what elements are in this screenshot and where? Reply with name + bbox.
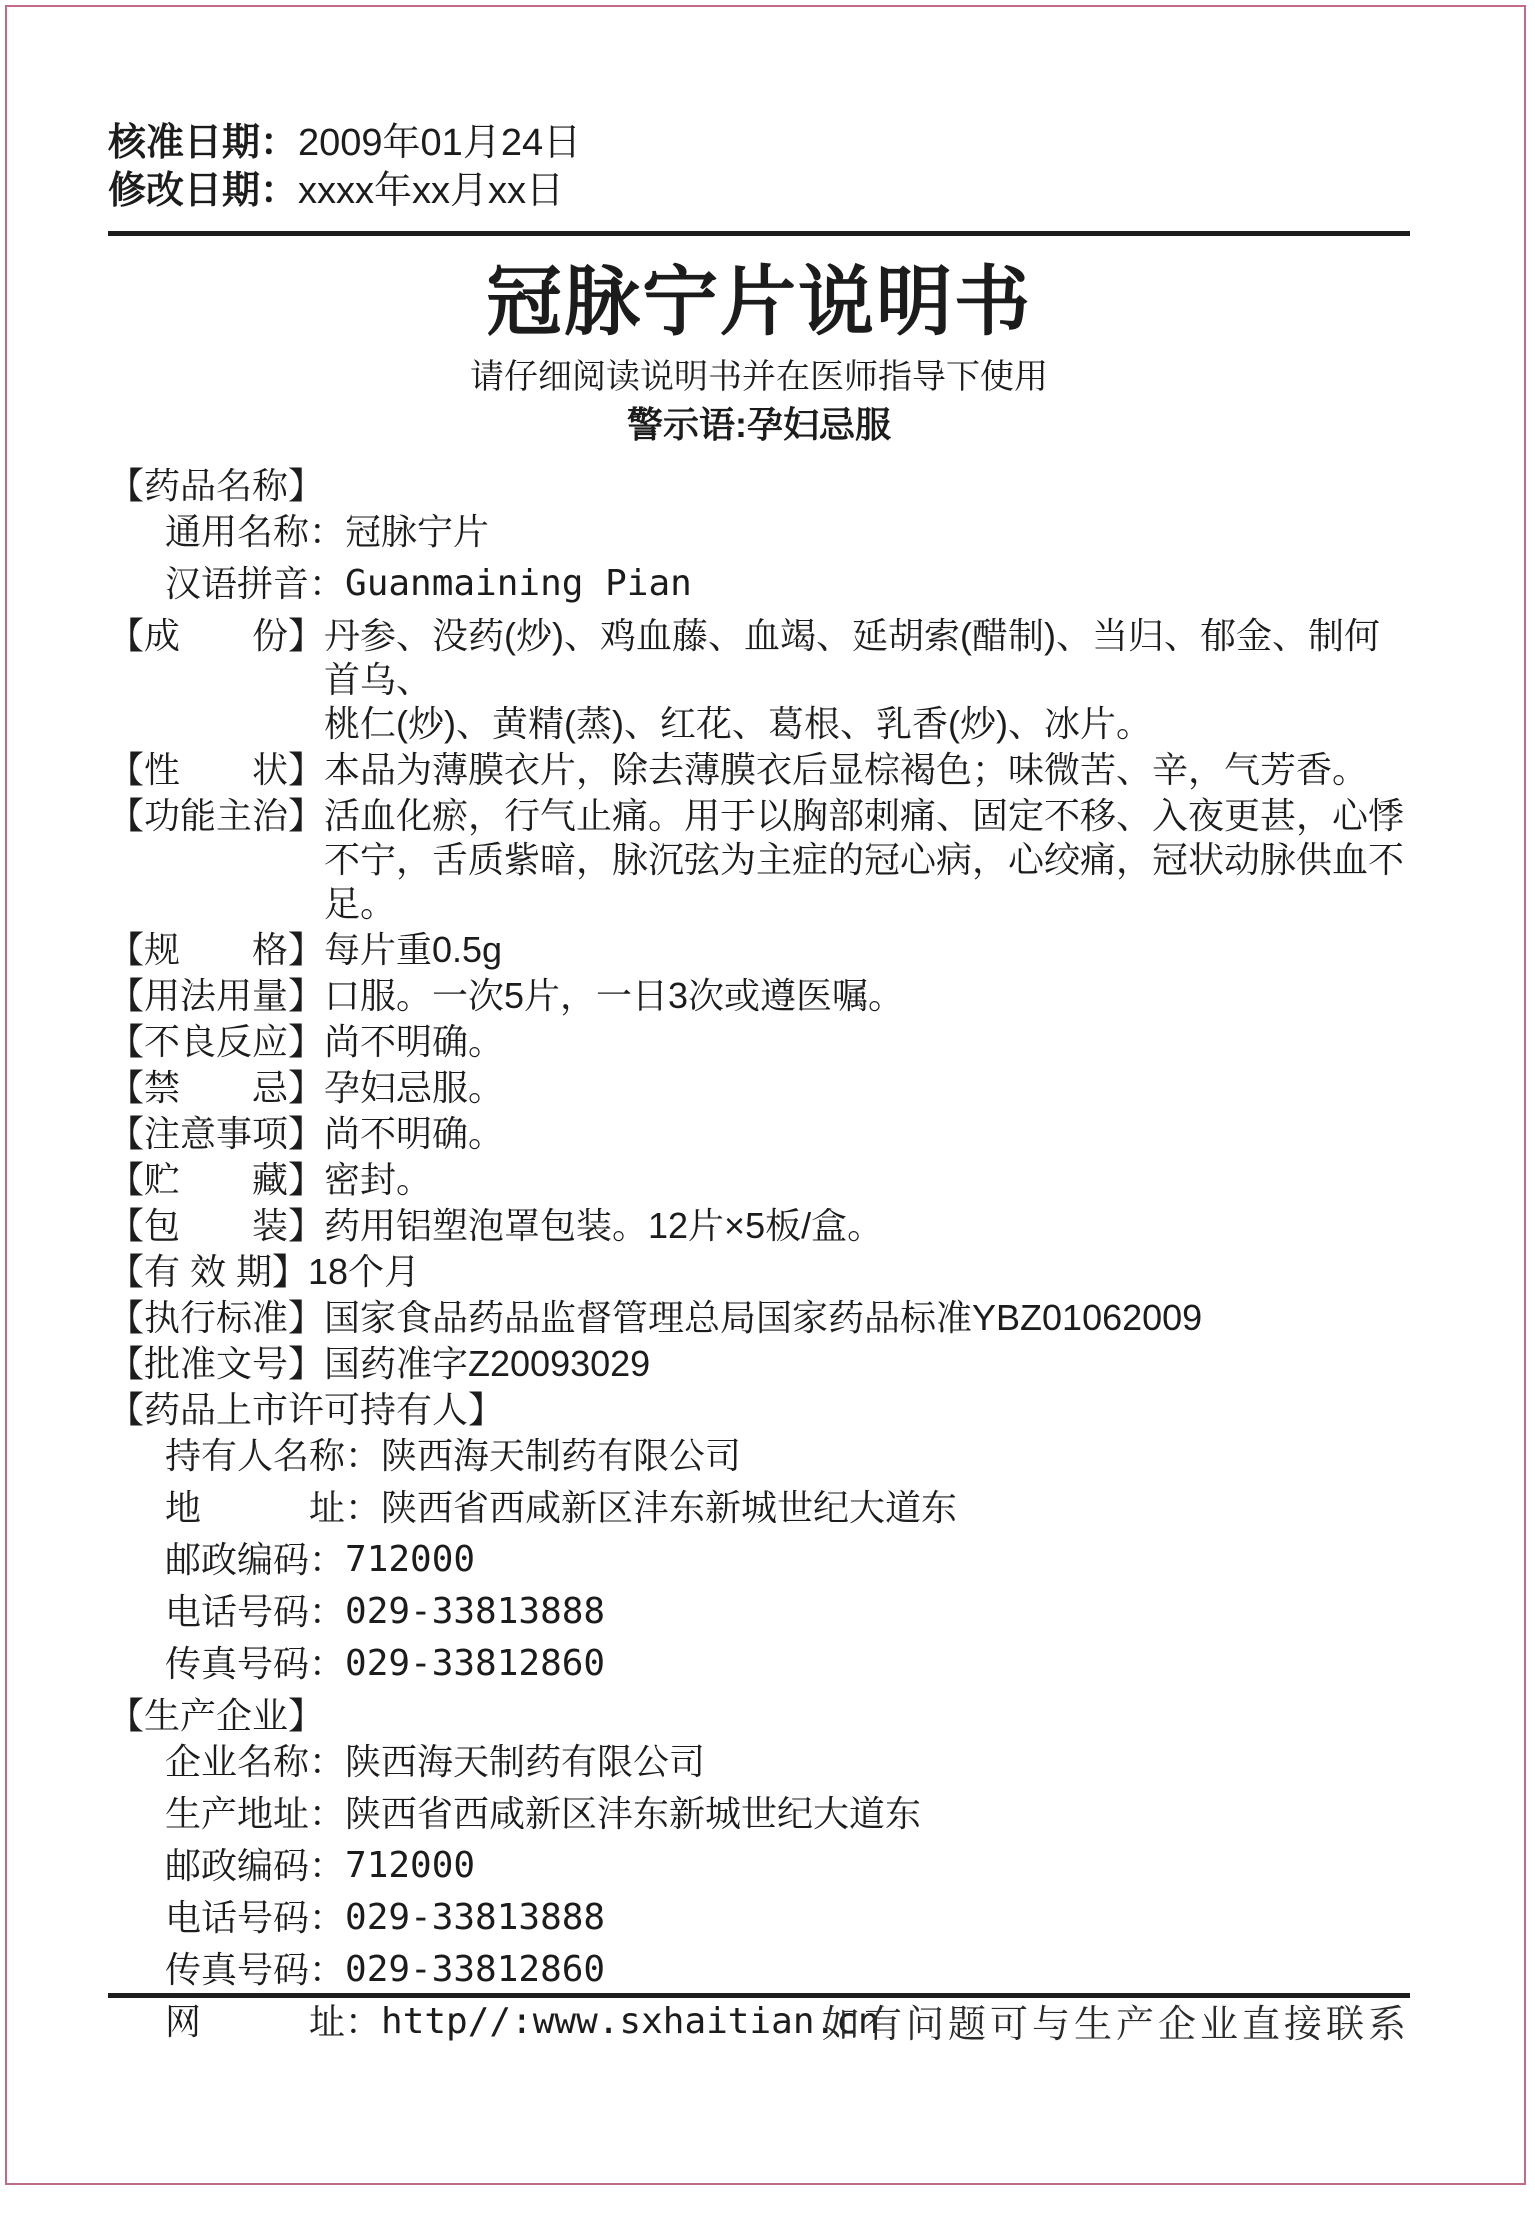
revision-date-value: xxxx年xx月xx日 [298, 170, 565, 212]
leaflet-row [165, 1740, 1410, 1784]
leaflet-row [165, 1948, 1410, 1992]
field-value-line: 国药准字Z20093029 [324, 1343, 651, 1384]
field-value [345, 1844, 1410, 1888]
leaflet-row [165, 1792, 1410, 1836]
field-value [324, 928, 1410, 972]
leaflet-row [108, 794, 1410, 926]
field-label: 传真号码： [165, 1643, 346, 1684]
field-value-line: 丹参、没药(炒)、鸡血藤、血竭、延胡索(醋制)、当归、郁金、制何首乌、 [324, 615, 1380, 700]
field-value [345, 1590, 1410, 1634]
leaflet-row [108, 1250, 1410, 1294]
field-label: 【不良反应】 [108, 1021, 325, 1062]
read-carefully-subtitle: 请仔细阅读说明书并在医师指导下使用 [470, 358, 1048, 396]
footer-note: 如有问题可与生产企业直接联系 [821, 2004, 1410, 2046]
leaflet-row [108, 748, 1410, 792]
leaflet-row [165, 1642, 1410, 1686]
field-value-line: 陕西海天制药有限公司 [345, 1741, 706, 1782]
field-value [324, 974, 1410, 1018]
approval-date-value: 2009年01月24日 [298, 122, 582, 164]
warning-statement: 警示语:孕妇忌服 [627, 404, 891, 445]
field-label: 网 址： [165, 2001, 382, 2042]
field-value-line: 药用铝塑泡罩包装。12片×5板/盒。 [324, 1205, 884, 1246]
field-label: 【用法用量】 [108, 975, 325, 1016]
field-value-line: Guanmaining Pian [345, 563, 692, 604]
leaflet-row [165, 1844, 1410, 1888]
field-label: 电话号码： [165, 1897, 346, 1938]
field-label: 【性 状】 [108, 749, 325, 790]
field-value-line: 陕西省西咸新区沣东新城世纪大道东 [345, 1793, 922, 1834]
leaflet-row [108, 1342, 1410, 1386]
field-label: 电话号码： [165, 1591, 346, 1632]
field-value-line: 密封。 [324, 1159, 433, 1200]
leaflet-body [108, 464, 1410, 2044]
leaflet-row [108, 1388, 1410, 1432]
field-label: 生产地址： [165, 1793, 346, 1834]
leaflet-row [108, 1694, 1410, 1738]
footer-divider [108, 1993, 1410, 1998]
approval-dates-block [108, 119, 1410, 215]
field-label: 【禁 忌】 [108, 1067, 325, 1108]
field-value [308, 1250, 1410, 1294]
field-value [345, 1642, 1410, 1686]
field-label: 【注意事项】 [108, 1113, 325, 1154]
field-label: 汉语拼音： [165, 563, 346, 604]
leaflet-row [165, 510, 1410, 554]
field-value-line: 18个月 [308, 1251, 421, 1292]
field-value-line: 029-33813888 [345, 1591, 606, 1632]
leaflet-row [108, 1066, 1410, 1110]
field-value [324, 1296, 1410, 1340]
field-label: 【生产企业】 [108, 1695, 325, 1736]
leaflet-row [165, 1896, 1410, 1940]
field-value [381, 1486, 1410, 1530]
field-label: 邮政编码： [165, 1539, 346, 1580]
field-value-line: 活血化瘀，行气止痛。用于以胸部刺痛、固定不移、入夜更甚，心悸 [324, 795, 1405, 836]
field-value-line: http//:www.sxhaitian.cn [381, 2001, 880, 2042]
field-value [345, 1948, 1410, 1992]
field-value-line: 029-33812860 [345, 1949, 606, 1990]
field-label: 持有人名称： [165, 1435, 382, 1476]
approval-date-row [108, 119, 1410, 167]
field-value-line: 712000 [345, 1845, 476, 1886]
field-value-line: 孕妇忌服。 [324, 1067, 505, 1108]
field-value-line: 029-33813888 [345, 1897, 606, 1938]
field-value [324, 1342, 1410, 1386]
field-value [324, 1112, 1410, 1156]
field-value [345, 562, 1410, 606]
field-value [345, 510, 1410, 554]
field-value-line: 口服。一次5片，一日3次或遵医嘱。 [324, 975, 905, 1016]
field-label: 【贮 藏】 [108, 1159, 325, 1200]
approval-date-label: 核准日期： [108, 122, 299, 164]
leaflet-row [108, 1296, 1410, 1340]
field-label: 【药品上市许可持有人】 [108, 1389, 505, 1430]
field-value-line: 本品为薄膜衣片，除去薄膜衣后显棕褐色；味微苦、辛，气芳香。 [324, 749, 1369, 790]
field-value-line: 冠脉宁片 [345, 511, 490, 552]
leaflet-row [108, 1112, 1410, 1156]
leaflet-row [165, 1486, 1410, 1530]
field-value-line: 陕西省西咸新区沣东新城世纪大道东 [381, 1487, 958, 1528]
leaflet-row [165, 562, 1410, 606]
field-value-line: 桃仁(炒)、黄精(蒸)、红花、葛根、乳香(炒)、冰片。 [324, 703, 1152, 744]
field-value [345, 1896, 1410, 1940]
field-label: 企业名称： [165, 1741, 346, 1782]
revision-date-row [108, 167, 1410, 215]
leaflet-row [165, 1590, 1410, 1634]
field-value-line: 不宁，舌质紫暗，脉沉弦为主症的冠心病，心绞痛，冠状动脉供血不足。 [324, 839, 1405, 924]
field-value [324, 794, 1410, 926]
field-value [324, 748, 1410, 792]
field-label: 传真号码： [165, 1949, 346, 1990]
field-value [324, 614, 1410, 746]
field-value [345, 1740, 1410, 1784]
leaflet-row [108, 1204, 1410, 1248]
field-label: 【执行标准】 [108, 1297, 325, 1338]
field-value-line: 国家食品药品监督管理总局国家药品标准YBZ01062009 [324, 1297, 1203, 1338]
field-label: 邮政编码： [165, 1845, 346, 1886]
leaflet-row [108, 1158, 1410, 1202]
field-value [324, 1020, 1410, 1064]
field-value [345, 1538, 1410, 1582]
field-label: 【成 份】 [108, 615, 325, 656]
field-value [324, 1204, 1410, 1248]
field-value [381, 1434, 1410, 1478]
leaflet-row [108, 928, 1410, 972]
field-value-line: 尚不明确。 [324, 1021, 505, 1062]
leaflet-row [108, 974, 1410, 1018]
field-label: 地 址： [165, 1487, 382, 1528]
field-value-line: 每片重0.5g [324, 929, 503, 970]
leaflet-row [165, 1538, 1410, 1582]
field-label: 【药品名称】 [108, 465, 325, 506]
field-value-line: 尚不明确。 [324, 1113, 505, 1154]
field-value [345, 1792, 1410, 1836]
field-value-line: 029-33812860 [345, 1643, 606, 1684]
field-label: 【规 格】 [108, 929, 325, 970]
leaflet-row [108, 614, 1410, 746]
leaflet-row [108, 464, 1410, 508]
leaflet-row [165, 1434, 1410, 1478]
field-value [324, 1066, 1410, 1110]
header-divider [108, 231, 1410, 236]
page-title: 冠脉宁片说明书 [486, 260, 1032, 345]
field-label: 【包 装】 [108, 1205, 325, 1246]
field-value [324, 1158, 1410, 1202]
field-label: 【有 效 期】 [108, 1251, 309, 1292]
revision-date-label: 修改日期： [108, 170, 299, 212]
field-value-line: 陕西海天制药有限公司 [381, 1435, 742, 1476]
field-value-line: 712000 [345, 1539, 476, 1580]
field-label: 通用名称： [165, 511, 346, 552]
leaflet-row [108, 1020, 1410, 1064]
field-label: 【批准文号】 [108, 1343, 325, 1384]
field-label: 【功能主治】 [108, 795, 325, 836]
